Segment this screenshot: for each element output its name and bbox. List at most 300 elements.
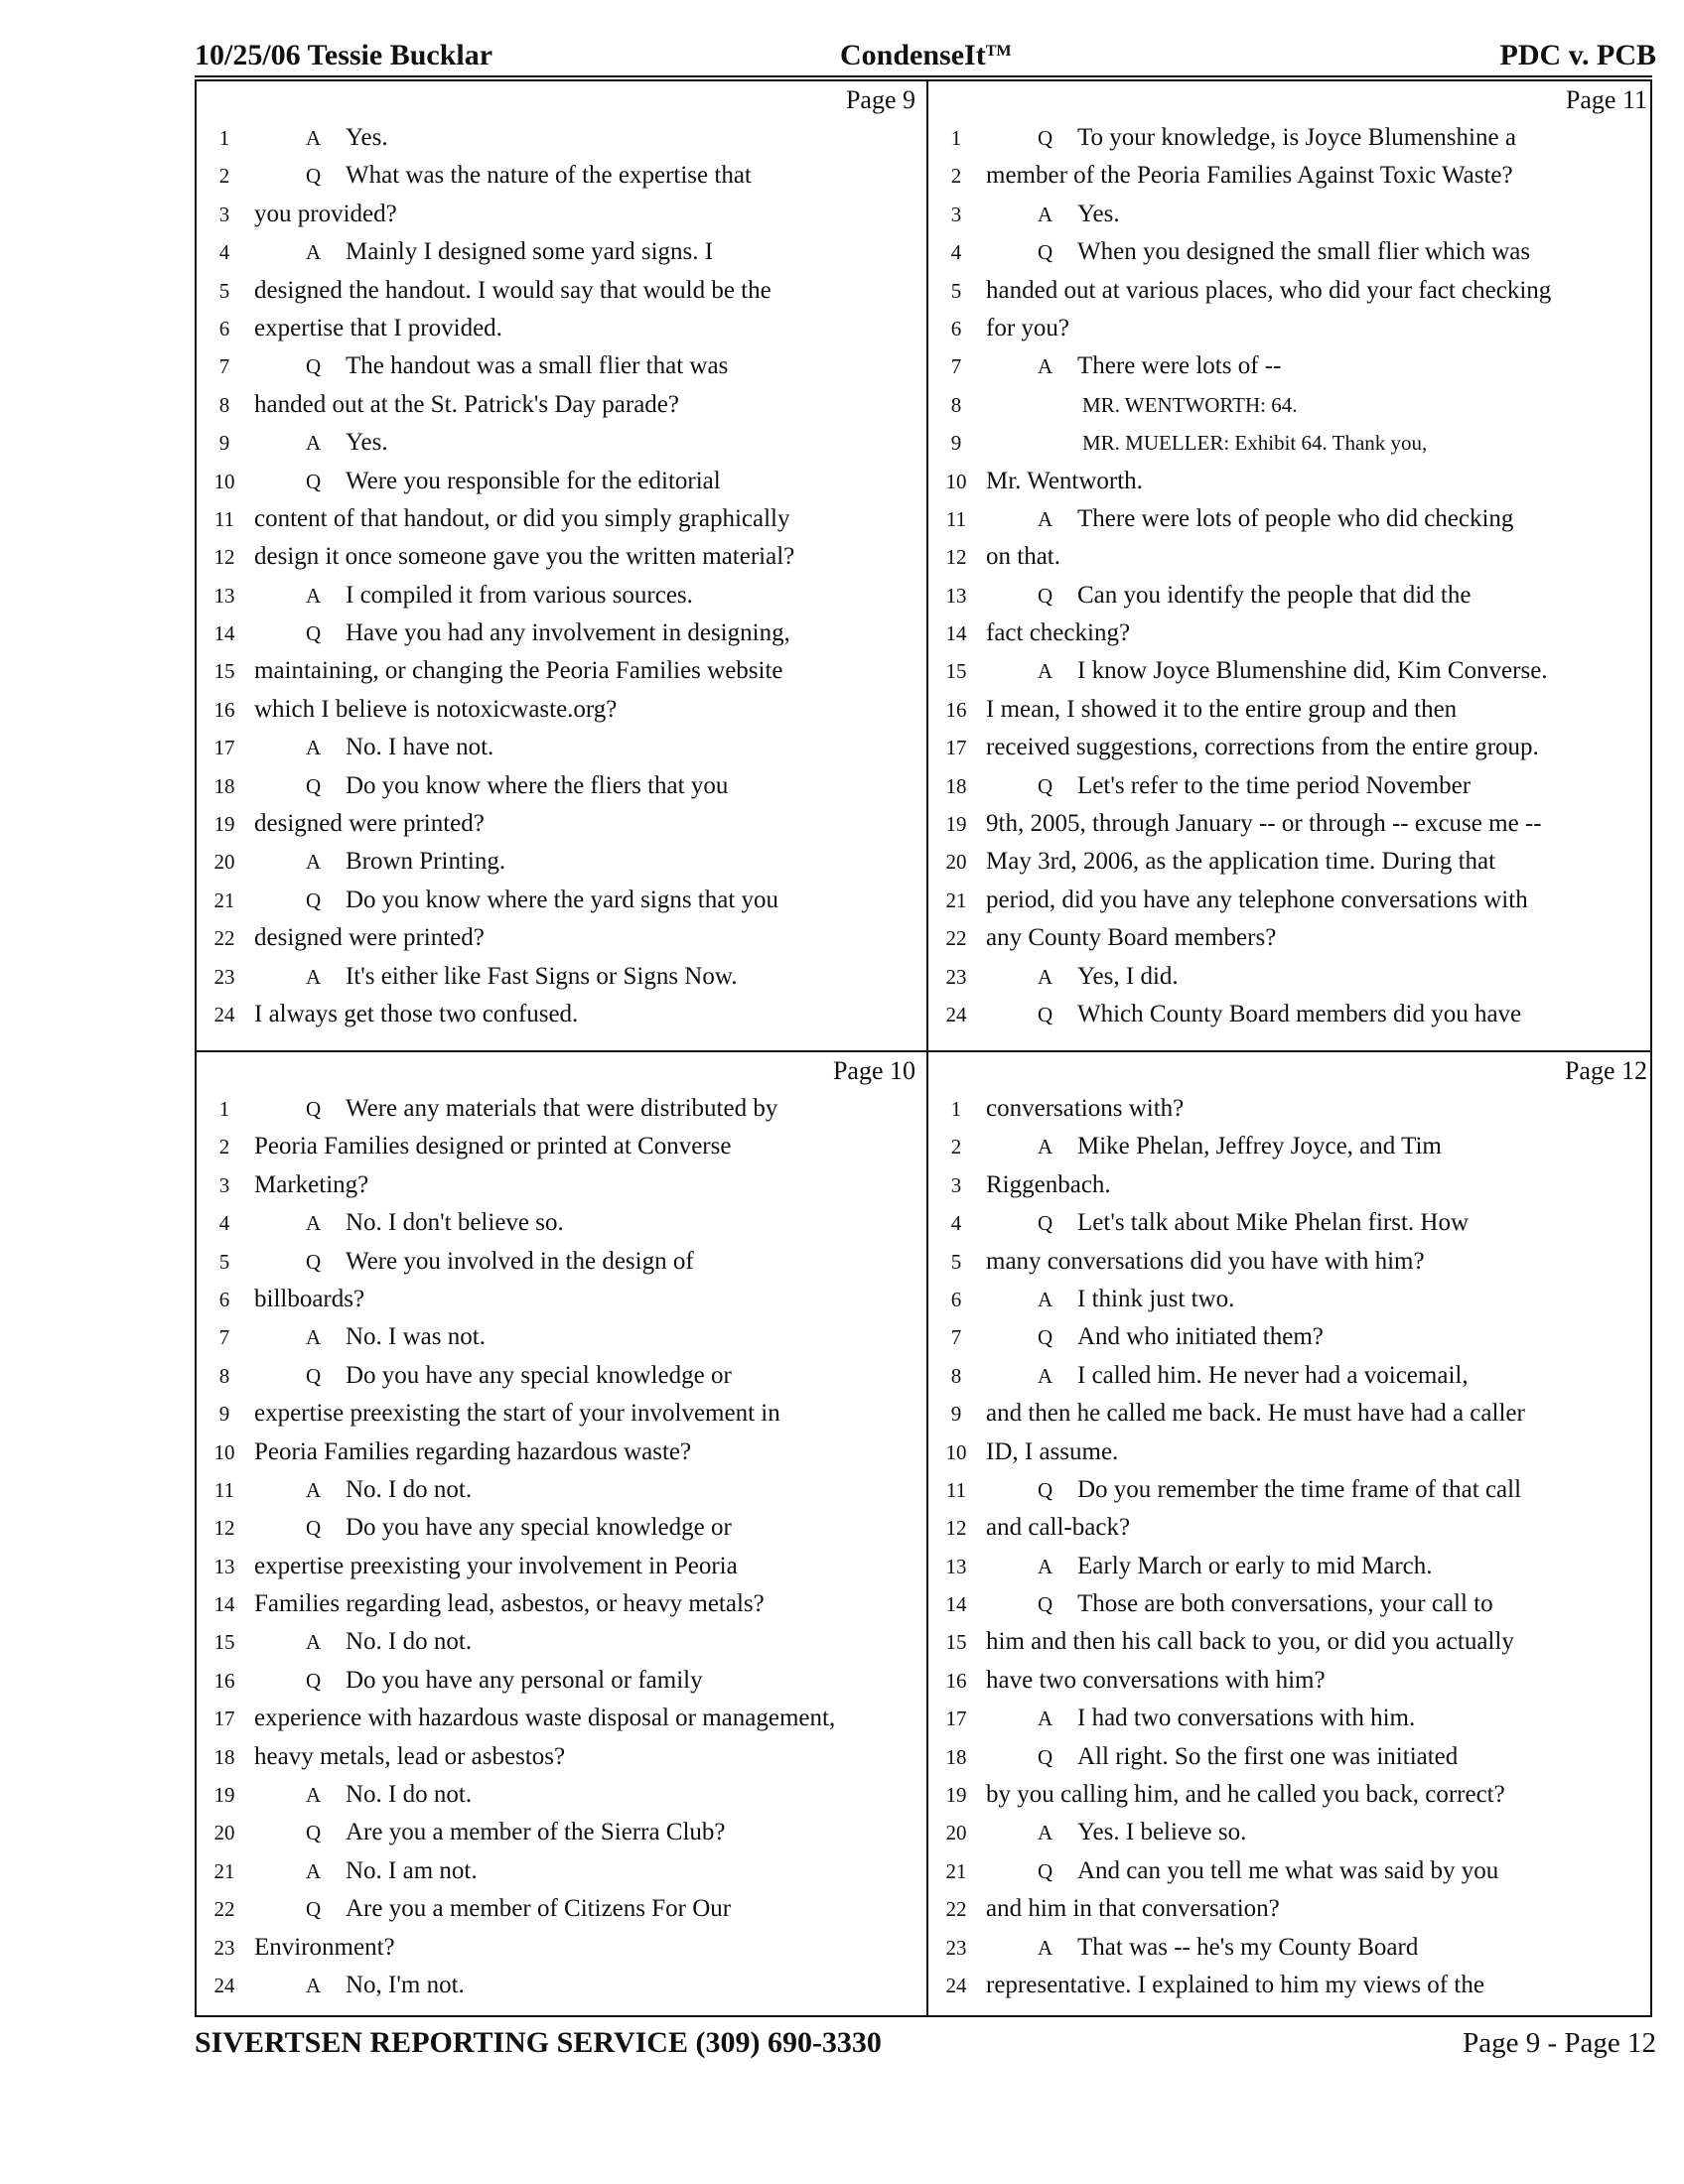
transcript-line xyxy=(928,1318,1657,1356)
testimony-text: MR. WENTWORTH: 64. xyxy=(1082,392,1298,417)
line-text xyxy=(1038,1738,1458,1776)
testimony-text: expertise preexisting your involvement in Peoria xyxy=(254,1552,738,1579)
testimony-text: by you calling him, and he called you back, correct? xyxy=(986,1781,1505,1809)
line-text xyxy=(254,919,485,957)
line-number: 4 xyxy=(950,240,962,265)
line-text xyxy=(1038,196,1120,233)
line-text xyxy=(254,310,502,347)
testimony-text: No. I don't believe so. xyxy=(346,1209,564,1237)
header-left: 10/25/06 Tessie Bucklar xyxy=(195,39,493,71)
transcript-line xyxy=(928,1395,1657,1433)
transcript-line xyxy=(928,1890,1657,1928)
line-text xyxy=(1038,767,1471,805)
transcript-line xyxy=(928,614,1657,652)
testimony-text: To your knowledge, is Joyce Blumenshine a xyxy=(1077,124,1516,151)
testimony-text: Do you have any special knowledge or xyxy=(346,1514,732,1542)
transcript-line xyxy=(197,919,925,957)
question-marker: Q xyxy=(306,1668,322,1693)
line-number: 22 xyxy=(213,926,235,951)
testimony-text: Brown Printing. xyxy=(346,848,506,876)
transcript-line xyxy=(197,1243,925,1281)
testimony-text: Do you remember the time frame of that call xyxy=(1077,1475,1522,1503)
transcript-line xyxy=(928,577,1657,614)
line-number: 19 xyxy=(945,812,967,837)
line-number: 18 xyxy=(945,1744,967,1769)
testimony-text: Yes. xyxy=(346,124,388,151)
question-marker: Q xyxy=(306,1249,322,1274)
line-number: 20 xyxy=(213,850,235,875)
line-text xyxy=(986,1395,1525,1433)
line-text xyxy=(306,1243,694,1281)
header-product-name: CondenseIt xyxy=(840,39,986,71)
transcript-lines xyxy=(197,119,925,1033)
testimony-text: Those are both conversations, your call to xyxy=(1077,1590,1493,1618)
line-text xyxy=(1038,1548,1433,1585)
header-center xyxy=(840,38,1011,73)
line-number: 13 xyxy=(945,1554,967,1578)
question-marker: Q xyxy=(1038,1744,1053,1769)
line-number: 1 xyxy=(950,1097,962,1121)
transcript-line xyxy=(197,1738,925,1776)
line-number: 2 xyxy=(950,164,962,189)
testimony-text: expertise preexisting the start of your involvement in xyxy=(254,1400,780,1428)
line-number: 23 xyxy=(945,1935,967,1960)
testimony-text: handed out at the St. Patrick's Day parade? xyxy=(254,390,679,418)
transcript-line xyxy=(197,958,925,996)
line-text xyxy=(1038,1852,1498,1890)
testimony-text: Let's talk about Mike Phelan first. How xyxy=(1077,1209,1470,1237)
line-text xyxy=(254,1395,780,1433)
header-rule xyxy=(195,75,1652,77)
answer-marker: A xyxy=(306,1325,322,1350)
line-text xyxy=(254,386,679,424)
transcript-line xyxy=(928,157,1657,195)
line-text xyxy=(986,843,1495,881)
transcript-line xyxy=(197,1623,925,1661)
line-number: 10 xyxy=(213,1439,235,1464)
line-number: 18 xyxy=(945,773,967,798)
line-text xyxy=(306,1967,465,2004)
line-number: 17 xyxy=(213,1706,235,1731)
line-number: 24 xyxy=(213,1973,235,1997)
testimony-text: designed were printed? xyxy=(254,924,485,952)
transcript-line xyxy=(197,882,925,919)
testimony-text: Yes, I did. xyxy=(1077,962,1179,990)
answer-marker: A xyxy=(1038,964,1053,989)
transcript-line xyxy=(197,1318,925,1356)
answer-marker: A xyxy=(1038,1135,1053,1160)
testimony-text: Riggenbach. xyxy=(986,1170,1111,1198)
transcript-line xyxy=(928,1548,1657,1585)
question-marker: Q xyxy=(306,1821,322,1845)
line-text xyxy=(306,463,721,500)
answer-marker: A xyxy=(306,1211,322,1236)
answer-marker: A xyxy=(1038,506,1053,531)
testimony-text: Mr. Wentworth. xyxy=(986,467,1143,494)
line-text xyxy=(986,1623,1514,1661)
line-text xyxy=(1082,386,1298,424)
line-text xyxy=(986,1890,1280,1928)
transcript-line xyxy=(928,538,1657,576)
line-number: 22 xyxy=(213,1897,235,1922)
testimony-text: Peoria Families regarding hazardous waste? xyxy=(254,1437,692,1465)
transcript-line xyxy=(197,729,925,766)
line-text xyxy=(254,1166,368,1204)
line-number: 4 xyxy=(218,240,230,265)
answer-marker: A xyxy=(1038,1821,1053,1845)
testimony-text: I mean, I showed it to the entire group and then xyxy=(986,695,1458,723)
line-text xyxy=(1038,1204,1469,1242)
line-number: 18 xyxy=(213,773,235,798)
line-text xyxy=(306,843,505,881)
testimony-text: Have you had any involvement in designing, xyxy=(346,619,790,647)
testimony-text: Are you a member of the Sierra Club? xyxy=(346,1819,726,1846)
line-number: 23 xyxy=(213,1935,235,1960)
testimony-text: Yes. xyxy=(1077,200,1120,227)
testimony-text: I had two conversations with him. xyxy=(1077,1705,1416,1732)
line-text xyxy=(306,1357,732,1395)
line-number: 21 xyxy=(945,1858,967,1883)
line-text xyxy=(254,691,617,729)
transcript-line xyxy=(928,1471,1657,1509)
testimony-text: No. I have not. xyxy=(346,734,494,761)
line-text xyxy=(306,767,728,805)
line-number: 20 xyxy=(945,850,967,875)
testimony-text: him and then his call back to you, or did you actually xyxy=(986,1628,1514,1656)
transcript-line xyxy=(197,500,925,538)
transcript-line xyxy=(197,233,925,271)
testimony-text: have two conversations with him? xyxy=(986,1666,1326,1694)
line-number: 20 xyxy=(945,1821,967,1845)
line-number: 21 xyxy=(213,887,235,912)
transcript-line xyxy=(928,233,1657,271)
transcript-line xyxy=(197,424,925,462)
testimony-text: handed out at various places, who did your fact checking xyxy=(986,276,1552,304)
transcript-page-panel xyxy=(197,81,925,1048)
line-number: 10 xyxy=(945,1439,967,1464)
testimony-text: Are you a member of Citizens For Our xyxy=(346,1895,732,1923)
line-text xyxy=(986,1433,1118,1471)
testimony-text: Mainly I designed some yard signs. I xyxy=(346,238,714,266)
line-text xyxy=(986,1243,1425,1281)
line-text xyxy=(1038,1357,1469,1395)
line-text xyxy=(306,119,388,157)
line-text xyxy=(1038,1814,1246,1851)
line-number: 19 xyxy=(213,1783,235,1808)
line-number: 8 xyxy=(950,1363,962,1388)
testimony-text: Marketing? xyxy=(254,1170,369,1198)
question-marker: Q xyxy=(1038,1002,1053,1026)
line-text xyxy=(254,538,794,576)
line-text xyxy=(306,1662,703,1700)
line-number: 7 xyxy=(950,1325,962,1350)
page-title: Page 9 xyxy=(845,85,915,114)
transcript-line xyxy=(197,1852,925,1890)
transcript-grid xyxy=(195,79,1652,2017)
line-number: 5 xyxy=(218,1249,230,1274)
transcript-line xyxy=(928,958,1657,996)
testimony-text: 9th, 2005, through January -- or through -- excuse me -- xyxy=(986,810,1542,838)
transcript-line xyxy=(197,1929,925,1967)
line-number: 9 xyxy=(950,431,962,456)
transcript-line xyxy=(197,1395,925,1433)
line-text xyxy=(986,1166,1111,1204)
transcript-line xyxy=(928,1929,1657,1967)
question-marker: Q xyxy=(306,1363,322,1388)
page-title: Page 10 xyxy=(832,1056,915,1085)
testimony-text: What was the nature of the expertise that xyxy=(346,162,752,190)
line-text xyxy=(254,272,772,310)
line-number: 14 xyxy=(213,1592,235,1617)
transcript-line xyxy=(928,843,1657,881)
testimony-text: which I believe is notoxicwaste.org? xyxy=(254,695,618,723)
answer-marker: A xyxy=(306,850,322,875)
testimony-text: Families regarding lead, asbestos, or heavy metals? xyxy=(254,1590,765,1618)
line-number: 16 xyxy=(213,1668,235,1693)
line-text xyxy=(1038,1700,1415,1737)
line-text xyxy=(254,1433,691,1471)
transcript-line xyxy=(197,347,925,385)
testimony-text: ID, I assume. xyxy=(986,1437,1119,1465)
transcript-line xyxy=(928,119,1657,157)
testimony-text: It's either like Fast Signs or Signs Now. xyxy=(346,962,738,990)
line-text xyxy=(986,919,1276,957)
line-text xyxy=(986,729,1539,766)
transcript-line xyxy=(928,1738,1657,1776)
line-text xyxy=(306,1204,564,1242)
transcript-line xyxy=(197,652,925,690)
testimony-text: I know Joyce Blumenshine did, Kim Converse. xyxy=(1077,657,1548,685)
answer-marker: A xyxy=(1038,659,1053,684)
testimony-text: And can you tell me what was said by you xyxy=(1077,1856,1499,1884)
line-number: 7 xyxy=(218,354,230,379)
line-number: 10 xyxy=(213,469,235,493)
testimony-text: Let's refer to the time period November xyxy=(1077,771,1472,799)
answer-marker: A xyxy=(1038,1935,1053,1960)
transcript-line xyxy=(197,1433,925,1471)
line-text xyxy=(1038,1128,1442,1165)
transcript-line xyxy=(197,1890,925,1928)
transcript-line xyxy=(197,1662,925,1700)
testimony-text: member of the Peoria Families Against Toxic Waste? xyxy=(986,162,1513,190)
line-number: 7 xyxy=(218,1325,230,1350)
answer-marker: A xyxy=(306,964,322,989)
line-text xyxy=(306,157,752,195)
transcript-page-panel xyxy=(928,81,1657,1048)
testimony-text: Yes. I believe so. xyxy=(1077,1819,1247,1846)
testimony-text: Do you have any special knowledge or xyxy=(346,1361,732,1389)
transcript-line xyxy=(928,1700,1657,1737)
line-number: 6 xyxy=(218,1287,230,1311)
line-text xyxy=(306,1509,732,1547)
line-text xyxy=(306,347,728,385)
transcript-line xyxy=(928,729,1657,766)
transcript-line xyxy=(197,196,925,233)
testimony-text: expertise that I provided. xyxy=(254,314,502,341)
line-text xyxy=(1038,500,1513,538)
line-text xyxy=(1038,1929,1418,1967)
line-text xyxy=(986,157,1513,195)
transcript-line xyxy=(928,691,1657,729)
transcript-line xyxy=(928,1090,1657,1128)
transcript-line xyxy=(197,1585,925,1623)
line-number: 15 xyxy=(945,1630,967,1655)
answer-marker: A xyxy=(306,126,322,150)
testimony-text: maintaining, or changing the Peoria Families website xyxy=(254,657,783,685)
transcript-line xyxy=(928,805,1657,843)
transcript-line xyxy=(928,424,1657,462)
transcript-line xyxy=(197,463,925,500)
transcript-line xyxy=(928,1585,1657,1623)
testimony-text: on that. xyxy=(986,543,1060,571)
transcript-line xyxy=(197,538,925,576)
line-text xyxy=(986,1090,1184,1128)
line-number: 20 xyxy=(213,1821,235,1845)
line-text xyxy=(254,652,783,690)
question-marker: Q xyxy=(1038,240,1053,265)
transcript-line xyxy=(197,767,925,805)
transcript-line xyxy=(928,1509,1657,1547)
line-text xyxy=(254,500,789,538)
transcript-line xyxy=(197,1776,925,1814)
line-number: 2 xyxy=(218,164,230,189)
line-number: 12 xyxy=(213,1516,235,1541)
testimony-text: heavy metals, lead or asbestos? xyxy=(254,1742,566,1770)
line-number: 1 xyxy=(218,1097,230,1121)
line-number: 16 xyxy=(213,697,235,722)
line-text xyxy=(306,1623,472,1661)
line-text xyxy=(306,729,493,766)
transcript-line xyxy=(197,1548,925,1585)
testimony-text: designed were printed? xyxy=(254,810,485,838)
line-text xyxy=(254,1585,765,1623)
line-text xyxy=(306,424,388,462)
testimony-text: No. I do not. xyxy=(346,1628,473,1656)
testimony-text: Can you identify the people that did the xyxy=(1077,581,1472,609)
testimony-text: conversations with? xyxy=(986,1095,1185,1122)
transcript-line xyxy=(928,1357,1657,1395)
testimony-text: Do you know where the fliers that you xyxy=(346,771,729,799)
transcript-line xyxy=(197,310,925,347)
line-text xyxy=(306,1852,478,1890)
line-text xyxy=(1038,1281,1234,1318)
line-text xyxy=(254,996,578,1033)
line-text xyxy=(1082,424,1427,462)
answer-marker: A xyxy=(306,1630,322,1655)
testimony-text: any County Board members? xyxy=(986,924,1277,952)
transcript-line xyxy=(197,614,925,652)
line-number: 14 xyxy=(945,621,967,646)
transcript-lines xyxy=(197,1090,925,2004)
line-text xyxy=(1038,652,1548,690)
testimony-text: for you? xyxy=(986,314,1069,341)
line-number: 6 xyxy=(950,1287,962,1311)
line-number: 11 xyxy=(213,506,235,531)
line-text xyxy=(306,1814,726,1851)
line-number: 5 xyxy=(950,1249,962,1274)
line-number: 3 xyxy=(218,1172,230,1197)
line-text xyxy=(254,196,397,233)
answer-marker: A xyxy=(306,1783,322,1808)
line-number: 14 xyxy=(945,1592,967,1617)
line-text xyxy=(986,691,1457,729)
footer-reporter: SIVERTSEN REPORTING SERVICE (309) 690-3330 xyxy=(195,2026,882,2059)
transcript-line xyxy=(928,310,1657,347)
testimony-text: designed the handout. I would say that would be the xyxy=(254,276,772,304)
testimony-text: period, did you have any telephone conversations with xyxy=(986,886,1528,913)
line-number: 3 xyxy=(950,202,962,226)
line-number: 9 xyxy=(950,1402,962,1427)
answer-marker: A xyxy=(1038,1363,1053,1388)
line-number: 8 xyxy=(218,1363,230,1388)
line-text xyxy=(254,1128,731,1165)
line-text xyxy=(1038,958,1179,996)
testimony-text: The handout was a small flier that was xyxy=(346,352,729,380)
line-number: 19 xyxy=(213,812,235,837)
line-number: 1 xyxy=(218,126,230,150)
line-text xyxy=(1038,233,1530,271)
testimony-text: you provided? xyxy=(254,200,397,227)
trademark-mark: TM xyxy=(985,43,1012,60)
testimony-text: billboards? xyxy=(254,1285,365,1312)
answer-marker: A xyxy=(1038,202,1053,226)
transcript-line xyxy=(197,1128,925,1165)
line-text xyxy=(306,1890,731,1928)
line-text xyxy=(306,1318,486,1356)
transcript-line xyxy=(197,843,925,881)
transcript-line xyxy=(928,1814,1657,1851)
transcript-lines xyxy=(928,1090,1657,2004)
line-number: 24 xyxy=(945,1002,967,1026)
question-marker: Q xyxy=(306,1897,322,1922)
footer-page-range: Page 9 - Page 12 xyxy=(1463,2027,1656,2059)
line-text xyxy=(1038,577,1471,614)
line-text xyxy=(254,1700,835,1737)
line-number: 2 xyxy=(950,1135,962,1160)
transcript-line xyxy=(928,1166,1657,1204)
line-text xyxy=(986,614,1130,652)
answer-marker: A xyxy=(306,583,322,608)
line-number: 22 xyxy=(945,1897,967,1922)
answer-marker: A xyxy=(306,240,322,265)
header-right: PDC v. PCB xyxy=(1499,39,1656,71)
transcript-line xyxy=(197,577,925,614)
transcript-line xyxy=(197,272,925,310)
line-number: 21 xyxy=(213,1858,235,1883)
transcript-line xyxy=(928,1967,1657,2004)
line-text xyxy=(986,310,1069,347)
transcript-page-panel xyxy=(197,1052,925,2019)
answer-marker: A xyxy=(306,736,322,760)
question-marker: Q xyxy=(1038,773,1053,798)
transcript-lines xyxy=(928,119,1657,1033)
line-text xyxy=(306,958,738,996)
testimony-text: and then he called me back. He must have had a caller xyxy=(986,1400,1525,1428)
line-number: 13 xyxy=(213,1554,235,1578)
line-number: 19 xyxy=(945,1783,967,1808)
line-number: 5 xyxy=(950,278,962,303)
line-text xyxy=(1038,347,1281,385)
transcript-line xyxy=(928,996,1657,1033)
answer-marker: A xyxy=(306,431,322,456)
transcript-line xyxy=(928,272,1657,310)
transcript-line xyxy=(928,1623,1657,1661)
testimony-text: When you designed the small flier which was xyxy=(1077,238,1531,266)
line-number: 24 xyxy=(945,1973,967,1997)
testimony-text: content of that handout, or did you simply graphically xyxy=(254,504,790,532)
question-marker: Q xyxy=(1038,1211,1053,1236)
transcript-line xyxy=(197,1090,925,1128)
